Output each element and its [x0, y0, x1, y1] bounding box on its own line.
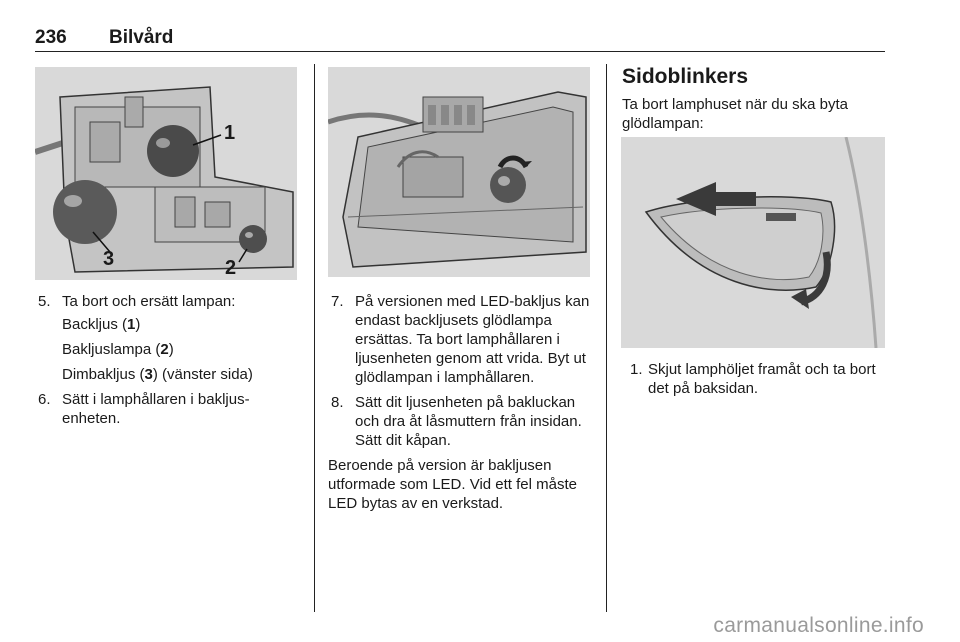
column-divider-1: [314, 64, 315, 612]
column-3-header: [622, 65, 886, 137]
column-2-text: [328, 292, 593, 517]
chapter-title: Bilvård: [109, 27, 174, 48]
figure-led-taillight-unit: [328, 67, 590, 277]
page-number: 236: [35, 27, 67, 48]
watermark: carmanualsonline.info: [713, 614, 924, 637]
sub-item-fog-lamp: Dimbakljus (3) (vänster sida): [62, 366, 253, 383]
led-unit-illustration: [328, 67, 590, 277]
section-title: Sidoblinkers: [622, 65, 749, 88]
step-8: 8. Sätt dit ljusenheten på bakluckan och dra åt låsmuttern från insidan. Sätt dit kåpan.: [331, 394, 582, 449]
figure-side-blinker: [621, 137, 885, 348]
header-divider: [35, 51, 885, 52]
callout-3: 3: [103, 248, 115, 270]
column-1-text: [38, 292, 298, 432]
callout-1: 1: [224, 122, 236, 144]
step-1: 1. Skjut lamphöljet framåt och ta bort det på baksidan.: [630, 361, 876, 397]
sub-item-reverse-light: Backljus (1): [62, 316, 141, 333]
callout-2: 2: [225, 257, 237, 279]
section-intro: Ta bort lamphuset när du ska byta glödlampan:: [622, 96, 848, 132]
bulb-holder-illustration: [35, 67, 297, 280]
figure-taillight-bulb-holder: [35, 67, 297, 280]
step-6: 6. Sätt i lamphållaren i bakljusenheten.: [38, 391, 250, 427]
column-divider-2: [606, 64, 607, 612]
sub-item-tail-lamp: Bakljuslampa (2): [62, 341, 174, 358]
page-header: [35, 27, 885, 51]
led-info-paragraph: Beroende på version är bakljusen utformade som LED. Vid ett fel måste LED bytas av en verkstad.: [328, 457, 578, 512]
side-blinker-illustration: [621, 137, 885, 348]
column-3-text: [622, 360, 886, 402]
step-7: 7. På versionen med LED-bakljus kan endast backljusets glödlampa ersättas. Ta bort lamphållaren i ljusenheten genom att vrida. Byt ut glödlampan i lamphållaren.: [331, 293, 590, 386]
step-5: 5. Ta bort och ersätt lampan:: [38, 293, 236, 310]
